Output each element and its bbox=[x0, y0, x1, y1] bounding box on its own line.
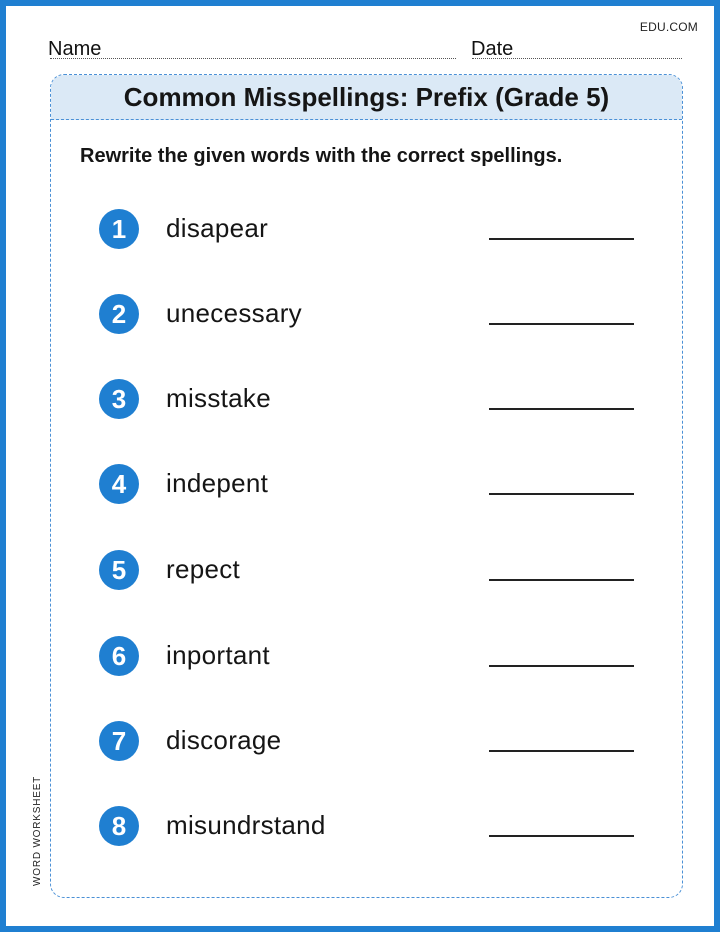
worksheet-box bbox=[50, 74, 683, 898]
misspelled-word: repect bbox=[166, 554, 241, 584]
number-badge: 1 bbox=[99, 209, 139, 249]
answer-line[interactable] bbox=[489, 835, 634, 837]
misspelled-word: misstake bbox=[166, 383, 271, 413]
number-badge: 3 bbox=[99, 379, 139, 419]
misspelled-word: inportant bbox=[166, 640, 270, 670]
number-badge: 2 bbox=[99, 294, 139, 334]
misspelled-word: indepent bbox=[166, 468, 269, 498]
page-title: Common Misspellings: Prefix (Grade 5) bbox=[123, 81, 610, 112]
answer-line[interactable] bbox=[489, 665, 634, 667]
number-badge: 6 bbox=[99, 636, 139, 676]
date-label: Date bbox=[471, 38, 514, 60]
brand-logo: EDU.COM bbox=[639, 20, 698, 34]
list-item bbox=[99, 550, 639, 590]
instruction-text: Rewrite the given words with the correct spellings. bbox=[80, 145, 563, 167]
title-bar bbox=[51, 75, 682, 120]
answer-line[interactable] bbox=[489, 750, 634, 752]
answer-line[interactable] bbox=[489, 323, 634, 325]
answer-line[interactable] bbox=[489, 408, 634, 410]
misspelled-word: misundrstand bbox=[166, 810, 326, 840]
list-item bbox=[99, 209, 639, 249]
list-item bbox=[99, 806, 639, 846]
date-field[interactable] bbox=[472, 58, 682, 59]
list-item bbox=[99, 464, 639, 504]
list-item bbox=[99, 636, 639, 676]
list-item bbox=[99, 721, 639, 761]
misspelled-word: discorage bbox=[166, 725, 282, 755]
name-field[interactable] bbox=[50, 58, 456, 59]
misspelled-word: unecessary bbox=[166, 298, 302, 328]
list-item bbox=[99, 294, 639, 334]
misspelled-word: disapear bbox=[166, 213, 269, 243]
answer-line[interactable] bbox=[489, 579, 634, 581]
name-label: Name bbox=[48, 38, 102, 60]
answer-line[interactable] bbox=[489, 493, 634, 495]
number-badge: 5 bbox=[99, 550, 139, 590]
number-badge: 8 bbox=[99, 806, 139, 846]
number-badge: 4 bbox=[99, 464, 139, 504]
answer-line[interactable] bbox=[489, 238, 634, 240]
list-item bbox=[99, 379, 639, 419]
number-badge: 7 bbox=[99, 721, 139, 761]
side-label: WORD WORKSHEET bbox=[32, 775, 43, 886]
